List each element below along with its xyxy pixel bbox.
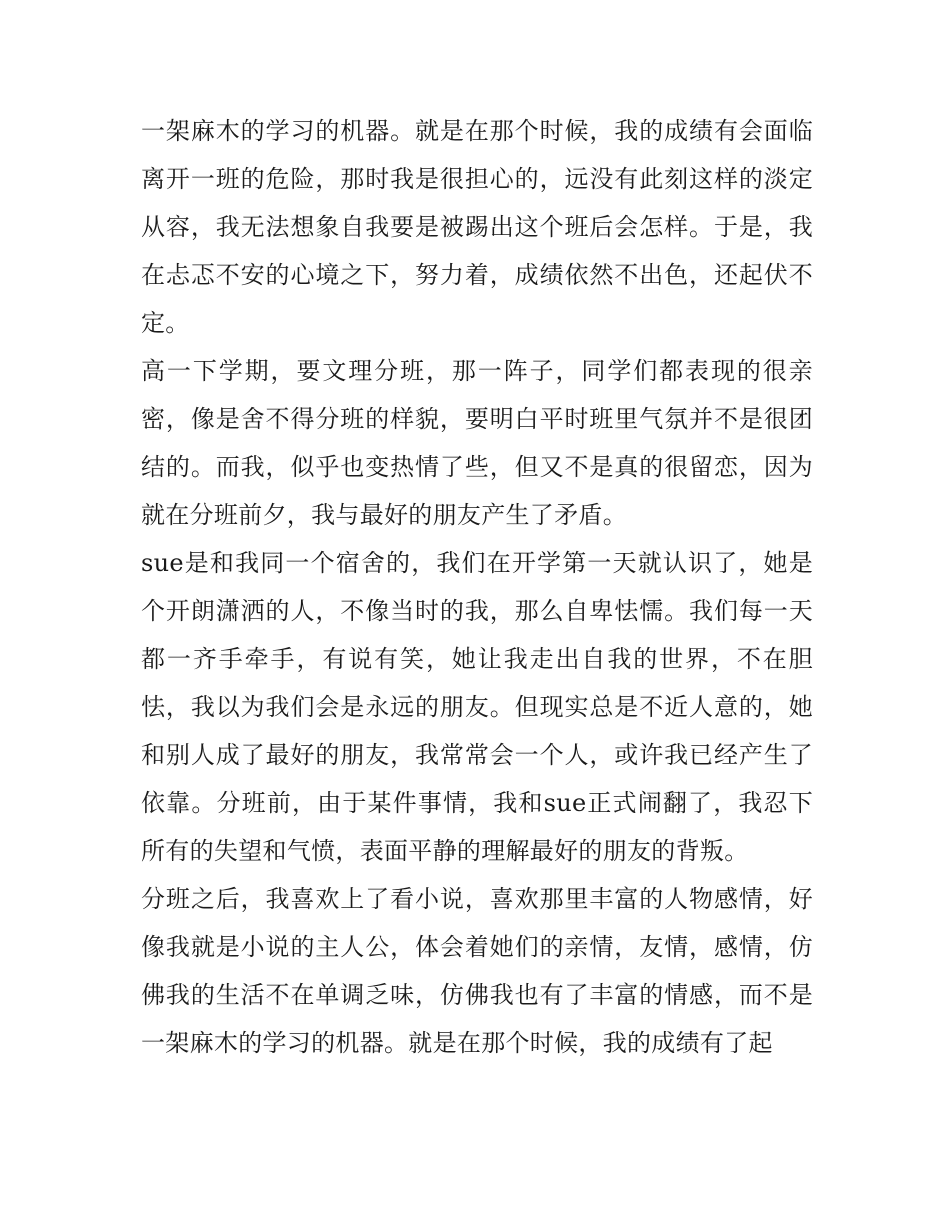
paragraph-2: 高一下学期，要文理分班，那一阵子，同学们都表现的很亲密，像是舍不得分班的样貌，要明白平时班里气氛并不是很团结的。而我，似乎也变热情了些，但又不是真的很留恋，因为就在分班前夕，我与最好的朋友产生了矛盾。 — [141, 357, 813, 529]
paragraph-1: 一架麻木的学习的机器。就是在那个时候，我的成绩有会面临离开一班的危险，那时我是很担心的，远没有此刻这样的淡定从容，我无法想象自我要是被踢出这个班后会怎样。于是，我在忐忑不安的心境之下，努力着，成绩依然不出色，还起伏不定。 — [141, 117, 813, 337]
body-text — [141, 107, 813, 1067]
paragraph-4: 分班之后，我喜欢上了看小说，喜欢那里丰富的人物感情，好像我就是小说的主人公，体会着她们的亲情，友情，感情，仿佛我的生活不在单调乏味，仿佛我也有了丰富的情感，而不是一架麻木的学习的机器。就是在那个时候，我的成绩有了起 — [141, 885, 813, 1057]
paragraph-3: sue是和我同一个宿舍的，我们在开学第一天就认识了，她是个开朗潇洒的人，不像当时的我，那么自卑怯懦。我们每一天都一齐手牵手，有说有笑，她让我走出自我的世界，不在胆怯，我以为我们会是永远的朋友。但现实总是不近人意的，她和别人成了最好的朋友，我常常会一个人，或许我已经产生了依靠。分班前，由于某件事情，我和sue正式闹翻了，我忍下所有的失望和气愤，表面平静的理解最好的朋友的背叛。 — [141, 549, 813, 865]
